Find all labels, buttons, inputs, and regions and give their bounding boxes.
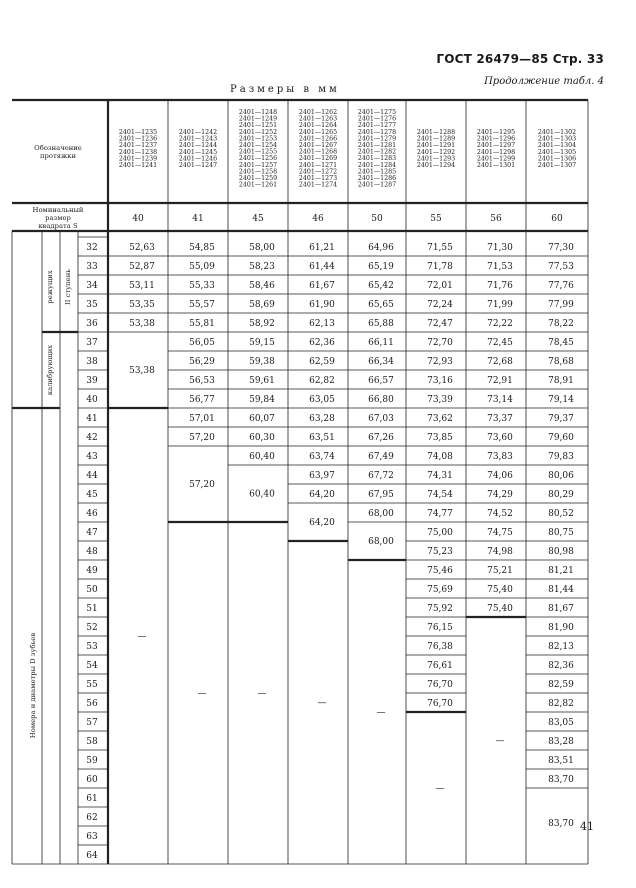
diameter-value: 62,82 (309, 376, 335, 386)
diameter-value: 59,38 (249, 357, 275, 367)
broach-designation: 2401—1298 (476, 148, 516, 156)
diameter-value: 63,74 (309, 452, 335, 462)
tooth-number: 44 (86, 471, 98, 481)
broach-designation: 2401—1299 (476, 155, 516, 163)
broach-designation: 2401—1293 (416, 155, 456, 163)
broach-designation: 2401—1295 (476, 129, 516, 136)
tooth-number: 53 (86, 642, 98, 652)
broach-designation: 2401—1245 (178, 148, 218, 156)
nominal-size-value: 40 (132, 214, 144, 224)
diameter-value: 75,69 (427, 585, 453, 595)
diameter-value: 57,20 (189, 480, 215, 490)
diameter-value: 74,98 (487, 547, 513, 557)
diameter-value: 73,39 (427, 395, 453, 405)
diameter-value: 55,09 (189, 262, 215, 272)
tooth-number: 34 (86, 281, 98, 291)
diameter-value: 73,14 (487, 395, 513, 405)
diameter-value: 52,63 (129, 243, 155, 253)
diameter-value: 78,45 (548, 338, 574, 348)
diameter-value: 74,54 (427, 490, 453, 500)
tooth-number: 35 (86, 300, 98, 310)
broach-designation: 2401—1268 (298, 148, 338, 156)
diameter-value: 58,00 (249, 243, 275, 253)
broach-designation: 2401—1276 (357, 115, 397, 123)
broach-designation: 2401—1262 (298, 109, 338, 116)
diameter-value: 72,93 (427, 357, 453, 367)
diameter-value: 74,06 (487, 471, 513, 481)
diameter-value: 67,26 (368, 433, 394, 443)
tooth-number: 46 (86, 509, 98, 519)
broach-designation: 2401—1288 (416, 129, 456, 136)
broach-designation: 2401—1237 (118, 142, 158, 150)
broach-designation: 2401—1305 (537, 148, 577, 156)
diameter-value: 74,08 (427, 452, 453, 462)
broach-designation: 2401—1283 (357, 155, 397, 163)
broach-designation: 2401—1241 (118, 162, 158, 169)
diameter-value: 62,36 (309, 338, 335, 348)
diameter-value: 75,23 (427, 547, 453, 557)
diameter-value: 76,70 (427, 699, 453, 709)
diameter-value: 57,20 (189, 433, 215, 443)
tooth-number: 39 (86, 376, 98, 386)
tooth-number: 51 (86, 604, 98, 614)
broach-designation: 2401—1254 (238, 142, 278, 149)
diameter-value: 72,91 (487, 376, 513, 386)
broach-designation: 2401—1261 (238, 181, 278, 189)
diameter-value: 64,20 (309, 490, 335, 500)
diameter-value: 76,15 (427, 623, 453, 633)
broach-designation: 2401—1247 (178, 162, 218, 169)
nominal-size-value: 55 (430, 214, 442, 224)
diameter-value: 65,88 (368, 319, 394, 329)
broach-designation: 2401—1258 (238, 168, 278, 176)
broach-designation: 2401—1301 (476, 162, 516, 169)
broach-designation: 2401—1252 (238, 128, 278, 136)
nominal-size-value: 56 (490, 214, 502, 224)
broach-designation: 2401—1238 (118, 148, 158, 156)
tooth-number: 40 (86, 395, 98, 405)
broach-designation: 2401—1269 (298, 155, 338, 163)
diameter-value: 79,83 (548, 452, 574, 462)
diameter-value: 71,30 (487, 243, 513, 253)
diameter-value: 71,55 (427, 243, 453, 253)
diameter-value: 59,15 (249, 338, 275, 348)
diameter-value: 55,57 (189, 300, 215, 310)
diameter-value: 58,46 (249, 281, 275, 291)
diameter-value: 83,70 (548, 819, 574, 829)
diameter-value: 59,61 (249, 376, 275, 386)
tooth-number: 62 (86, 813, 98, 823)
diameter-value: 58,92 (249, 319, 275, 329)
tooth-number: 36 (86, 319, 98, 329)
broach-designation: 2401—1239 (118, 155, 158, 163)
broach-designation: 2401—1296 (476, 135, 516, 143)
tooth-number: 42 (86, 433, 98, 443)
diameter-value: 80,29 (548, 490, 574, 500)
diameter-value: 65,65 (368, 300, 394, 310)
diameter-value: 75,40 (487, 604, 513, 614)
nominal-size-value: 50 (371, 214, 383, 224)
diameter-value: 64,20 (309, 518, 335, 528)
tooth-number: 52 (86, 623, 98, 633)
tooth-number: 43 (86, 452, 98, 462)
tooth-number: 61 (86, 794, 98, 804)
diameter-value: 67,49 (368, 452, 394, 462)
nominal-size-value: 41 (192, 214, 204, 224)
broach-designation: 2401—1275 (357, 109, 397, 116)
broach-designation: 2401—1303 (537, 135, 577, 143)
diameter-value: 66,57 (368, 376, 394, 386)
diameter-value: 79,14 (548, 395, 574, 405)
diameter-value: 80,52 (548, 509, 574, 519)
nominal-size-label: Номинальный (32, 206, 84, 214)
page-number: 41 (580, 820, 594, 833)
tooth-number: 41 (86, 414, 98, 424)
empty-cell-dash: — (317, 698, 327, 709)
diameter-value: 72,22 (487, 319, 513, 329)
broach-designation: 2401—1243 (178, 135, 218, 143)
diameter-value: 68,00 (368, 537, 394, 547)
diameter-value: 53,11 (129, 281, 155, 291)
empty-cell-dash: — (435, 784, 445, 794)
nominal-size-value: 45 (252, 214, 264, 224)
broach-designation: 2401—1297 (476, 142, 516, 150)
broach-designation: 2401—1287 (357, 181, 397, 189)
diameter-value: 75,21 (487, 566, 513, 576)
broach-designation: 2401—1248 (238, 109, 278, 116)
diameter-value: 61,44 (309, 262, 335, 272)
diameter-value: 76,61 (427, 661, 453, 671)
diameter-value: 71,53 (487, 262, 513, 272)
diameter-value: 76,38 (427, 642, 453, 652)
broach-designation: 2401—1304 (537, 142, 577, 150)
diameter-value: 76,70 (427, 680, 453, 690)
diameter-value: 74,52 (487, 509, 513, 519)
diameter-value: 79,60 (548, 433, 574, 443)
broach-designation: 2401—1306 (537, 155, 577, 163)
broach-designation: 2401—1294 (416, 162, 456, 169)
diameter-value: 67,03 (368, 414, 394, 424)
diameter-value: 67,95 (368, 490, 394, 500)
nominal-size-label: размер (45, 214, 71, 222)
diameter-value: 65,42 (368, 281, 394, 291)
tooth-number: 37 (86, 338, 98, 348)
broach-designation: 2401—1302 (537, 129, 577, 136)
nominal-size-value: 46 (312, 214, 324, 224)
broach-designation: 2401—1267 (298, 142, 338, 149)
broach-designation: 2401—1266 (298, 135, 338, 143)
diameter-value: 66,34 (368, 357, 394, 367)
diameter-value: 53,35 (129, 300, 155, 310)
diameter-value: 77,76 (548, 281, 574, 291)
diameter-value: 80,75 (548, 528, 574, 538)
broach-designation: 2401—1249 (238, 115, 278, 123)
tooth-number: 54 (86, 661, 98, 671)
diameter-value: 72,45 (487, 338, 513, 348)
tooth-number: 50 (86, 585, 98, 595)
tooth-number: 48 (86, 547, 98, 557)
diameter-value: 78,91 (548, 376, 574, 386)
diameter-value: 60,30 (249, 433, 275, 443)
diameter-value: 82,13 (548, 642, 574, 652)
diameter-value: 64,96 (368, 243, 394, 253)
diameter-value: 72,24 (427, 300, 453, 310)
diameter-value: 58,69 (249, 300, 275, 310)
diameter-value: 73,37 (487, 414, 513, 424)
diameter-value: 82,59 (548, 680, 574, 690)
diameter-value: 74,75 (487, 528, 513, 538)
diameter-value: 75,46 (427, 566, 453, 576)
diameter-value: 72,70 (427, 338, 453, 348)
nominal-size-value: 60 (551, 214, 563, 224)
broach-designation: 2401—1253 (238, 135, 278, 143)
diameter-value: 83,70 (548, 775, 574, 785)
broach-designation: 2401—1285 (357, 168, 397, 176)
diameter-value: 72,01 (427, 281, 453, 291)
broach-designation: 2401—1273 (298, 175, 338, 182)
diameter-value: 68,00 (368, 509, 394, 519)
broach-designation: 2401—1236 (118, 135, 158, 143)
tooth-number: 45 (86, 490, 98, 500)
diameter-value: 75,92 (427, 604, 453, 614)
tooth-number: 63 (86, 832, 98, 842)
broach-designation: 2401—1257 (238, 161, 278, 169)
tooth-number: 57 (86, 718, 98, 728)
diameter-value: 55,81 (189, 319, 215, 329)
tooth-number: 59 (86, 756, 98, 766)
diameter-value: 81,90 (548, 623, 574, 633)
diameter-value: 63,28 (309, 414, 335, 424)
empty-cell-dash: — (257, 689, 267, 699)
broach-designation: 2401—1255 (238, 148, 278, 156)
broach-designation: 2401—1272 (298, 168, 338, 176)
tooth-number: 58 (86, 737, 98, 747)
diameter-value: 74,29 (487, 490, 513, 500)
diameter-value: 63,51 (309, 433, 335, 443)
empty-cell-dash: — (137, 632, 147, 642)
diameter-value: 63,05 (309, 395, 335, 405)
tooth-number: 38 (86, 357, 98, 367)
broach-designation: 2401—1289 (416, 135, 456, 143)
diameter-value: 81,67 (548, 604, 574, 614)
diameter-value: 53,38 (129, 319, 155, 329)
tooth-number: 64 (86, 851, 98, 861)
diameter-value: 53,38 (129, 366, 155, 376)
standard-header: ГОСТ 26479—85 Стр. 33 (436, 52, 604, 66)
broach-designation: 2401—1291 (416, 142, 456, 150)
diameter-value: 65,19 (368, 262, 394, 272)
diameter-value: 66,80 (368, 395, 394, 405)
diameter-value: 83,28 (548, 737, 574, 747)
broach-designation: 2401—1274 (298, 181, 338, 189)
empty-cell-dash: — (376, 708, 386, 718)
diameter-value: 78,68 (548, 357, 574, 367)
diameter-value: 78,22 (548, 319, 574, 329)
diameter-value: 80,98 (548, 547, 574, 557)
diameter-value: 56,77 (189, 395, 215, 405)
diameter-value: 82,82 (548, 699, 574, 709)
broach-designation: 2401—1259 (238, 175, 278, 182)
stage-label: II ступень (64, 269, 72, 305)
calibrating-teeth-label: калибрующих (46, 344, 54, 396)
diameter-value: 66,11 (368, 338, 394, 348)
diameter-value: 56,29 (189, 357, 215, 367)
sizes-caption: Размеры в мм (230, 84, 340, 95)
tooth-number: 33 (86, 262, 98, 272)
diameter-value: 52,87 (129, 262, 155, 272)
diameter-value: 74,77 (427, 509, 453, 519)
broach-designation: 2401—1278 (357, 128, 397, 136)
diameter-value: 71,76 (487, 281, 513, 291)
diameter-value: 80,06 (548, 471, 574, 481)
broach-designation: 2401—1265 (298, 128, 338, 136)
teeth-numbers-label: Номера и диаметры D зубьев (29, 632, 37, 739)
broach-designation: 2401—1244 (178, 142, 218, 150)
diameter-value: 77,30 (548, 243, 574, 253)
tooth-number: 32 (86, 243, 98, 253)
broach-designation: 2401—1279 (357, 135, 397, 143)
diameter-value: 77,99 (548, 300, 574, 310)
diameter-value: 54,85 (189, 243, 215, 253)
broach-designation: 2401—1282 (357, 148, 397, 156)
broach-designation: 2401—1242 (178, 129, 218, 136)
diameter-value: 73,62 (427, 414, 453, 424)
diameter-value: 71,78 (427, 262, 453, 272)
diameter-value: 58,23 (249, 262, 275, 272)
diameter-value: 60,40 (249, 452, 275, 462)
tooth-number: 60 (86, 775, 98, 785)
diameter-value: 59,84 (249, 395, 275, 405)
broach-designation: 2401—1263 (298, 115, 338, 123)
diameter-value: 82,36 (548, 661, 574, 671)
diameter-value: 61,67 (309, 281, 335, 291)
diameter-value: 75,40 (487, 585, 513, 595)
diameter-value: 71,99 (487, 300, 513, 310)
tooth-number: 49 (86, 566, 98, 576)
diameter-value: 83,05 (548, 718, 574, 728)
empty-cell-dash: — (495, 736, 505, 747)
diameter-value: 60,07 (249, 414, 275, 424)
tooth-number: 55 (86, 680, 98, 690)
diameter-value: 75,00 (427, 528, 453, 538)
broach-designation: 2401—1264 (298, 122, 338, 130)
diameter-value: 62,13 (309, 319, 335, 329)
diameter-value: 61,21 (309, 243, 335, 253)
diameter-value: 57,01 (189, 414, 215, 424)
diameter-value: 62,59 (309, 357, 335, 367)
tooth-number: 47 (86, 528, 98, 538)
diameter-value: 73,85 (427, 433, 453, 443)
broach-designation: 2401—1271 (298, 161, 338, 169)
diameter-value: 77,53 (548, 262, 574, 272)
diameter-value: 63,97 (309, 471, 335, 481)
diameter-value: 56,05 (189, 338, 215, 348)
diameter-value: 74,31 (427, 471, 453, 481)
diameter-value: 61,90 (309, 300, 335, 310)
designation-label: протяжки (39, 152, 77, 160)
broach-designation: 2401—1235 (118, 129, 158, 136)
broach-designation: 2401—1251 (238, 122, 278, 130)
broach-designation: 2401—1277 (357, 122, 397, 130)
diameter-value: 73,83 (487, 452, 513, 462)
cutting-teeth-label: режущих (46, 270, 54, 304)
diameter-value: 67,72 (368, 471, 394, 481)
tooth-number: 56 (86, 699, 98, 709)
broach-designation: 2401—1256 (238, 155, 278, 163)
broach-designation: 2401—1307 (537, 162, 577, 169)
diameter-value: 72,47 (427, 319, 453, 329)
diameter-value: 81,44 (548, 585, 574, 595)
diameter-value: 83,51 (548, 756, 574, 766)
broach-designation: 2401—1281 (357, 142, 397, 149)
broach-designation: 2401—1286 (357, 175, 397, 182)
diameter-value: 60,40 (249, 489, 275, 500)
diameter-value: 56,53 (189, 376, 215, 386)
table-continuation-label: Продолжение табл. 4 (484, 76, 604, 87)
broach-designation: 2401—1246 (178, 155, 218, 163)
diameter-value: 79,37 (548, 414, 574, 424)
diameter-value: 73,16 (427, 376, 453, 386)
designation-label: Обозначение (34, 144, 82, 152)
diameter-value: 72,68 (487, 357, 513, 367)
nominal-size-label: квадрата S (38, 222, 78, 230)
empty-cell-dash: — (197, 689, 207, 699)
broach-designation: 2401—1284 (357, 161, 397, 169)
broach-designation: 2401—1292 (416, 148, 456, 156)
diameter-value: 73,60 (487, 433, 513, 443)
diameter-value: 81,21 (548, 566, 574, 576)
diameter-value: 55,33 (189, 281, 215, 291)
